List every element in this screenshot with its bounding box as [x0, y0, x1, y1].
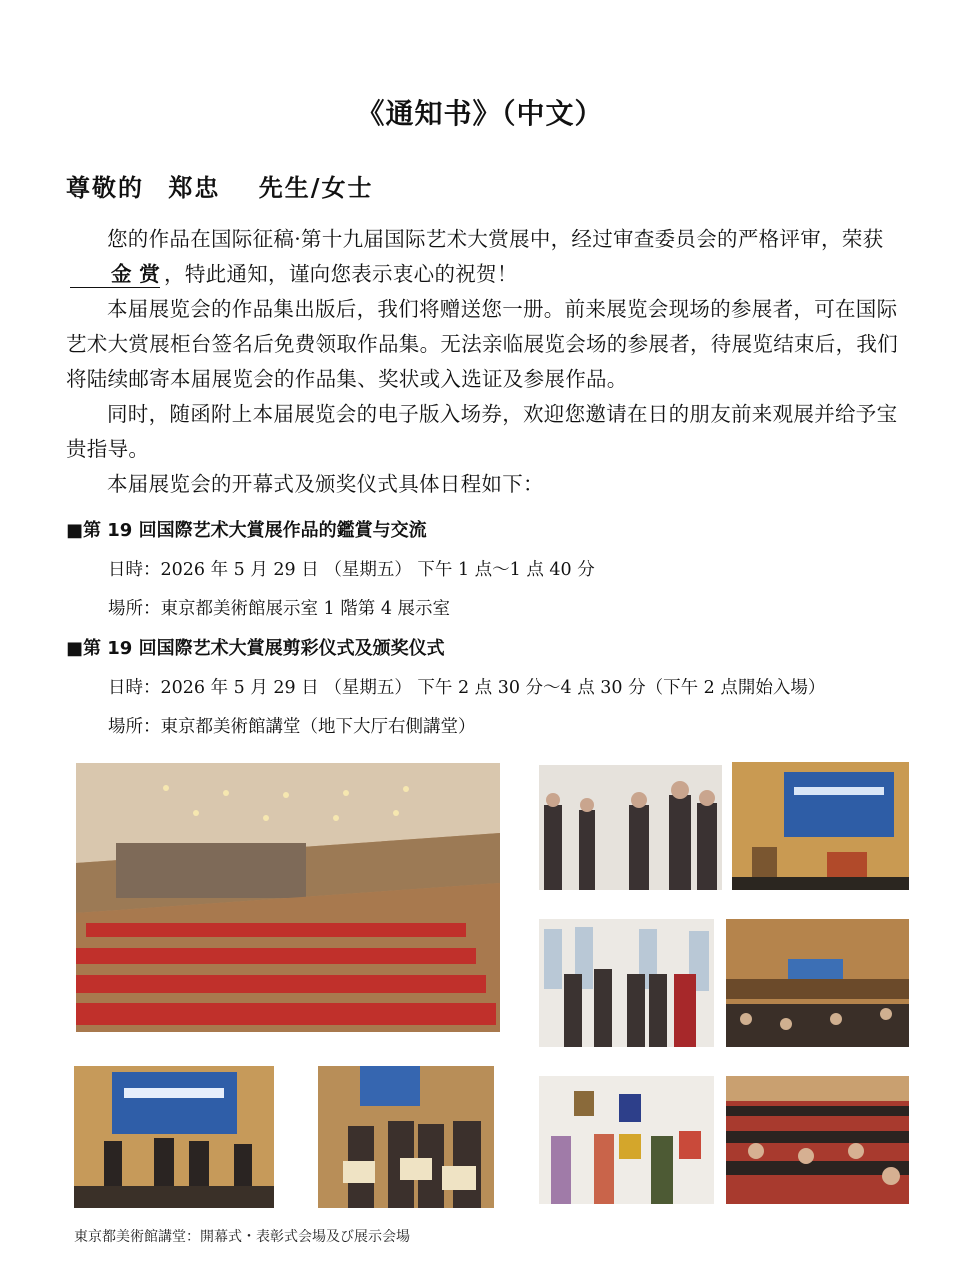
exhibition-paintings-photo	[539, 1076, 714, 1204]
paragraph-catalog: 本届展览会的作品集出版后，我们将赠送您一册。前来展览会现场的参展者，可在国际艺术大赏展柜台签名后免费领取作品集。无法亲临展览会场的参展者，待展览结束后，我们将陆续邮寄本届展览会的作品集、奖状或入选证及参展作品。	[66, 297, 898, 391]
paragraph-award	[66, 222, 898, 292]
paragraph-award-text-end: ，特此通知，谨向您表示衷心的祝贺！	[164, 262, 518, 286]
event-place-2: 場所：東京都美術館講堂（地下大厅右側講堂）	[108, 717, 476, 737]
group-gallery-photo	[539, 919, 714, 1047]
event-heading-1: ■第 19 回国際艺术大賞展作品的鑑賞与交流	[66, 520, 427, 541]
paragraph-award-text: 您的作品在国际征稿·第十九届国际艺术大赏展中，经过审查委员会的严格评审，荣获	[107, 227, 884, 251]
event-place-1: 場所：東京都美術館展示室 1 階第 4 展示室	[108, 599, 451, 619]
ceremony-stage-photo	[732, 762, 909, 890]
event-time-2: 日時：2026 年 5 月 29 日 （星期五） 下午 2 点 30 分～4 点 30 分（下午 2 点開始入場）	[108, 678, 826, 698]
event-time-1: 日時：2026 年 5 月 29 日 （星期五） 下午 1 点～1 点 40 分	[108, 560, 595, 580]
presentation-photo	[74, 1066, 274, 1208]
award-name: 金 赏	[70, 261, 160, 288]
salutation-prefix: 尊敬的	[66, 173, 144, 202]
auditorium-photo	[76, 763, 500, 1032]
recipient-name: 郑忠	[168, 173, 221, 202]
salutation	[66, 168, 387, 203]
photo-caption: 東京都美術館講堂：開幕式・表彰式会場及び展示会場	[74, 1229, 410, 1245]
salutation-suffix: 先生/女士	[258, 173, 374, 202]
event-heading-2: ■第 19 回国際艺术大賞展剪彩仪式及颁奖仪式	[66, 638, 445, 659]
paragraph-ticket: 同时，随函附上本届展览会的电子版入场券，欢迎您邀请在日的朋友前来观展并给予宝贵指导。	[66, 402, 898, 461]
notice-body	[66, 222, 898, 502]
audience-photo	[726, 1076, 909, 1204]
document-title: 《通知书》（中文）	[356, 97, 604, 130]
award-ceremony-photo	[726, 919, 909, 1047]
certificate-holders-photo	[318, 1066, 494, 1208]
paragraph-schedule-intro: 本届展览会的开幕式及颁奖仪式具体日程如下：	[107, 472, 544, 496]
visitors-photo	[539, 765, 722, 890]
